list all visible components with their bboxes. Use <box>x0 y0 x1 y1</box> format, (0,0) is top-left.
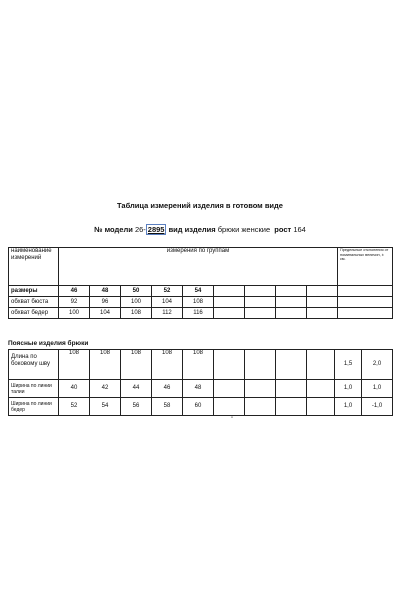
measurements-table <box>8 247 393 319</box>
value-cell: 48 <box>183 380 214 398</box>
document-title: Таблица измерений изделия в готовом виде <box>117 201 283 210</box>
model-prefix: 26- <box>134 225 146 234</box>
empty-cell <box>214 308 245 319</box>
empty-cell <box>214 350 245 380</box>
empty-cell <box>338 286 393 297</box>
sizes-label: размеры <box>9 286 59 297</box>
value-cell: 104 <box>90 308 121 319</box>
table-row <box>9 380 393 398</box>
empty-cell <box>214 398 245 416</box>
header-groups: измерения по группам <box>59 248 338 286</box>
empty-cell <box>245 350 276 380</box>
table-row <box>9 297 393 308</box>
empty-cell <box>245 398 276 416</box>
tolerance-cell: 1,0 <box>335 380 362 398</box>
empty-cell <box>276 308 307 319</box>
empty-cell <box>245 308 276 319</box>
value-cell: 112 <box>152 308 183 319</box>
header-tolerance: Предельные отклонения от номинальных величин, ± см. <box>338 248 393 286</box>
value-cell: 58 <box>152 398 183 416</box>
value-cell: 56 <box>121 398 152 416</box>
value-cell: 40 <box>59 380 90 398</box>
empty-cell <box>307 308 338 319</box>
size-cell: 48 <box>90 286 121 297</box>
empty-cell <box>276 350 307 380</box>
row-name: обхват бюста <box>9 297 59 308</box>
value-cell: 104 <box>152 297 183 308</box>
value-cell: 108 <box>90 350 121 380</box>
empty-cell <box>214 297 245 308</box>
value-cell: 108 <box>183 297 214 308</box>
tolerance-cell: 1,5 <box>335 350 362 380</box>
value-cell: 108 <box>121 350 152 380</box>
sizes-row <box>9 286 393 297</box>
empty-cell <box>338 308 393 319</box>
value-cell: 42 <box>90 380 121 398</box>
model-line <box>0 225 400 234</box>
empty-cell <box>214 380 245 398</box>
type-label: вид изделия <box>168 225 216 234</box>
row-name: Ширина по линии талии <box>9 380 59 398</box>
value-cell: 52 <box>59 398 90 416</box>
table-row <box>9 350 393 380</box>
row-name: Длина по боковому шву <box>9 350 59 380</box>
value-cell: 108 <box>121 308 152 319</box>
empty-cell <box>307 380 335 398</box>
size-cell: 52 <box>152 286 183 297</box>
empty-cell <box>307 297 338 308</box>
tolerance-cell: 1,0 <box>362 380 393 398</box>
footer-mark: '' <box>231 417 234 423</box>
value-cell: 108 <box>152 350 183 380</box>
value-cell: 46 <box>152 380 183 398</box>
empty-cell <box>245 297 276 308</box>
value-cell: 44 <box>121 380 152 398</box>
value-cell: 100 <box>59 308 90 319</box>
empty-cell <box>214 286 245 297</box>
value-cell: 116 <box>183 308 214 319</box>
empty-cell <box>276 380 307 398</box>
value-cell: 92 <box>59 297 90 308</box>
value-cell: 60 <box>183 398 214 416</box>
empty-cell <box>307 350 335 380</box>
value-cell: 54 <box>90 398 121 416</box>
type-value: брюки женские <box>217 225 271 234</box>
size-cell: 54 <box>183 286 214 297</box>
tolerance-cell: 2,0 <box>362 350 393 380</box>
empty-cell <box>245 286 276 297</box>
table-row <box>9 308 393 319</box>
row-name: Ширина по линии бедер <box>9 398 59 416</box>
value-cell: 108 <box>183 350 214 380</box>
empty-cell <box>307 286 338 297</box>
empty-cell <box>338 297 393 308</box>
height-label: рост <box>274 225 292 234</box>
value-cell: 108 <box>59 350 90 380</box>
tolerance-cell: 1,0 <box>335 398 362 416</box>
height-value: 164 <box>293 225 306 234</box>
value-cell: 100 <box>121 297 152 308</box>
value-cell: 96 <box>90 297 121 308</box>
table-row <box>9 398 393 416</box>
size-cell: 50 <box>121 286 152 297</box>
section-title: Поясные изделия брюки <box>8 340 89 347</box>
tolerance-cell: -1,0 <box>362 398 393 416</box>
empty-cell <box>307 398 335 416</box>
header-name: наименование измерений <box>9 248 59 286</box>
table-header-row <box>9 248 393 286</box>
size-cell: 46 <box>59 286 90 297</box>
model-prefix-label: № модели <box>94 225 133 234</box>
model-number: 2895 <box>147 225 165 234</box>
empty-cell <box>245 380 276 398</box>
row-name: обхват бедер <box>9 308 59 319</box>
empty-cell <box>276 398 307 416</box>
trousers-table <box>8 349 393 416</box>
empty-cell <box>276 286 307 297</box>
empty-cell <box>276 297 307 308</box>
